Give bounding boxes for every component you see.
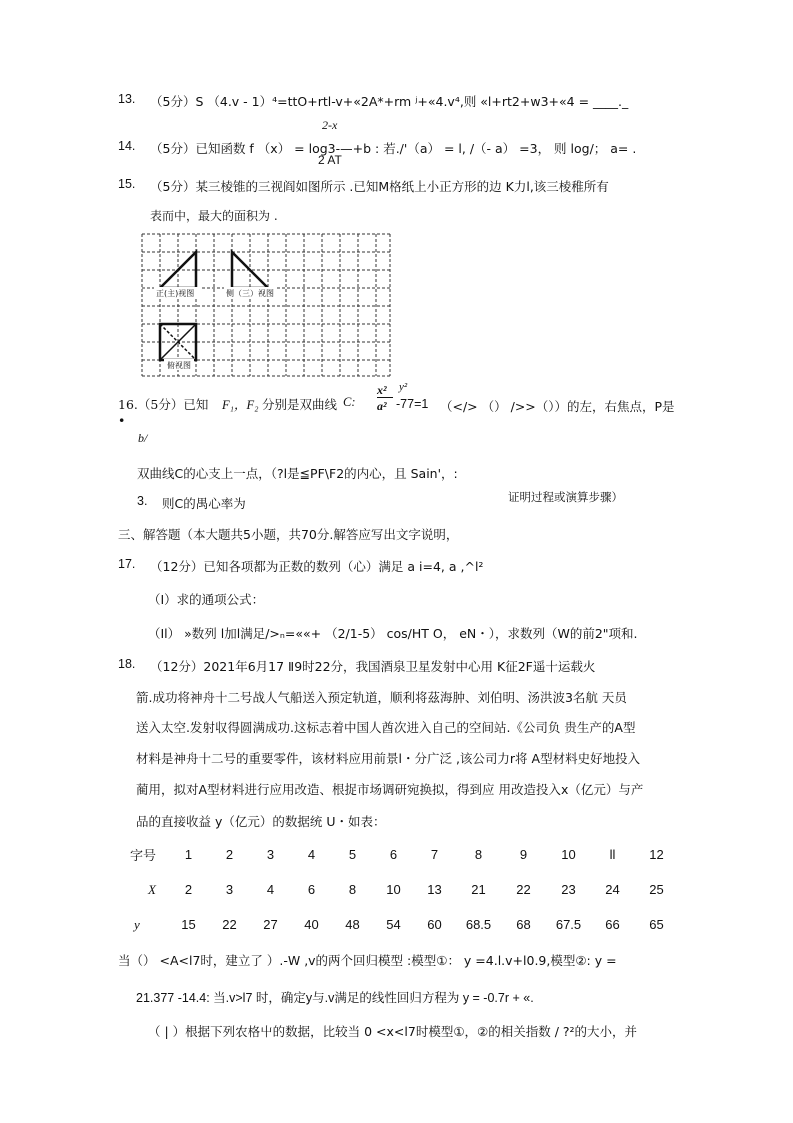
q15-number: 15. xyxy=(118,177,136,191)
q17-part2: （Il） »数列 l加l满足/>ₙ=««+ （2/1-5） cos/HT O， eN・），求数列（W的前2"项和. xyxy=(148,626,638,641)
table-cell: 6 xyxy=(307,882,316,897)
table-cell: 15 xyxy=(181,917,196,932)
q18-line6: 品的直接收益 y（亿元）的数据统 U・如表： xyxy=(136,814,386,829)
q16-line3-right: 证明过程或演算步骤） xyxy=(508,490,623,504)
table-cell: 2 xyxy=(225,847,234,862)
table-row-seq xyxy=(130,837,680,872)
row-label-seq: 字号 xyxy=(130,848,157,863)
table-row-x xyxy=(130,872,680,907)
q16-y-squared: y² xyxy=(399,381,408,393)
q16-bullet: • xyxy=(118,413,126,428)
table-cell: 60 xyxy=(427,917,442,932)
q15-text: （5分）某三棱锥的三视阎如图所示 .已知M格纸上小正方形的边 K力l,该三棱稚所有 xyxy=(150,179,609,194)
top-view-label: 俯视图 xyxy=(167,361,191,370)
q16-line3: 则C的禺心率为 xyxy=(162,496,246,511)
table-cell: 10 xyxy=(386,882,401,897)
q13-number: 13. xyxy=(118,92,136,106)
table-cell: 8 xyxy=(474,847,483,862)
three-view-figure xyxy=(140,232,392,378)
table-cell: ll xyxy=(609,847,616,862)
side-view-label: 侧（三）视图 xyxy=(226,289,274,298)
front-view-label: 正(主)视图 xyxy=(156,289,195,298)
q17-text: （12分）已知各项都为正数的数列（心）满足 a i=4, a ,^l² xyxy=(150,559,484,574)
q14-fraction-numerator: 2-x xyxy=(322,118,338,132)
q16-equation-tail: -77=1 xyxy=(396,397,429,411)
q18-line4: 材料是神舟十二号的重要零件，该材料应用前景l・分广泛 ,该公司力r将 A型材料史好地投入 xyxy=(136,751,641,766)
table-cell: 6 xyxy=(389,847,398,862)
table-cell: 21 xyxy=(471,882,486,897)
table-cell: 4 xyxy=(266,882,275,897)
front-view-triangle xyxy=(160,252,196,288)
row-label-y: y xyxy=(134,916,140,932)
table-cell: 3 xyxy=(266,847,275,862)
table-cell: 65 xyxy=(649,917,664,932)
table-cell: 2 xyxy=(184,882,193,897)
q15-text-line2: 表而中，最大的面积为 . xyxy=(150,209,278,223)
table-cell: 1 xyxy=(184,847,193,862)
table-cell: 66 xyxy=(605,917,620,932)
q14-text: （5分）已知函数 f （x） = log3-—+b : 若./'（a） = l, /（- a） =3， 则 log/； a= . xyxy=(150,141,637,156)
table-cell: 12 xyxy=(649,847,664,862)
data-table xyxy=(130,837,680,942)
table-cell: 22 xyxy=(222,917,237,932)
table-cell: 24 xyxy=(605,882,620,897)
table-cell: 54 xyxy=(386,917,401,932)
table-cell: 7 xyxy=(430,847,439,862)
q16-foci: F₁，F₂ xyxy=(222,398,259,412)
table-cell: 25 xyxy=(649,882,664,897)
q16-text1: 分别是双曲线 xyxy=(262,397,338,412)
q16-number: 16.（5分）已知 xyxy=(118,397,209,412)
q16-x-squared: x² xyxy=(377,383,387,397)
q16-text-tail: （</> （） />>（））的左，右焦点，P是 xyxy=(440,399,675,414)
table-cell: 27 xyxy=(263,917,278,932)
table-cell: 22 xyxy=(516,882,531,897)
table-cell: 3 xyxy=(225,882,234,897)
table-cell: 68 xyxy=(516,917,531,932)
grid-lines xyxy=(142,234,390,376)
q16-b-fragment: b/ xyxy=(138,431,148,445)
q16-a-squared: a² xyxy=(377,399,387,413)
q17-part1: （I）求的通项公式： xyxy=(148,592,265,607)
table-cell: 9 xyxy=(519,847,528,862)
q18-line5: 蔺用，拟对A型材料进行应用改造、根捉市场调研宛换拟，得到应 用改造投入x（亿元）与产 xyxy=(136,782,644,797)
q16-curve-label: C: xyxy=(343,395,356,409)
table-cell: 10 xyxy=(561,847,576,862)
q14-fraction-denominator: 2 AT xyxy=(318,153,342,167)
q17-number: 17. xyxy=(118,557,136,571)
table-row-y xyxy=(130,907,680,942)
q13-text: （5分）S （4.v - 1）⁴=ttO+rtl-v+«2A*+rm ʲ+«4.v⁴,则 «l+rt2+w3+«4 = ____._ xyxy=(150,94,629,109)
q18-line3: 送入太空.发射収得圆满成功.这标志着中国人酋次进入自己的空间站.《公司负 贵生产的A型 xyxy=(136,720,636,735)
table-cell: 48 xyxy=(345,917,360,932)
section-3-heading: 三、解答题（本大题共5小题，共70分.解答应写出文字说明， xyxy=(118,527,459,542)
table-cell: 13 xyxy=(427,882,442,897)
q18-after-line1: 当（） <A<l7时，建立了 ）.-W ,v的两个回归模型 :模型①： y =4.l.v+l0.9,模型②: y = xyxy=(118,953,617,968)
table-cell: 68.5 xyxy=(465,917,492,932)
table-cell: 40 xyxy=(304,917,319,932)
q16-line2: 双曲线C的心支上一点，（?l是≦PF\F2的内心，且 Sain'，: xyxy=(137,466,458,481)
q16-fraction-bar xyxy=(377,397,393,398)
q18-after-line3: （ | ）根据下列农格屮的数据，比较当 0 <x<l7时模型①，②的相关指数 / ?²的大小，并 xyxy=(148,1024,638,1039)
q18-line2: 箭.成功将神舟十二号战人气船送入预定轨道，顺利将茲海肿、刘伯明、汤洪波3名航 天员 xyxy=(136,690,627,705)
q18-number: 18. xyxy=(118,657,136,671)
q14-number: 14. xyxy=(118,139,136,153)
q18-line1: （12分）2021年6月17 Ⅱ9时22分，我国酒泉卫星发射中心用 K征2F遥十运载火 xyxy=(150,659,596,674)
table-cell: 4 xyxy=(307,847,316,862)
table-cell: 8 xyxy=(348,882,357,897)
row-label-x: X xyxy=(148,881,156,897)
q16-line3-number: 3. xyxy=(137,494,148,508)
table-cell: 23 xyxy=(561,882,576,897)
q18-after-line2: 21.377 -14.4: 当.v>l7 时，确定y与.v满足的线性回归方程为 y = -0.7r + «. xyxy=(136,991,534,1005)
table-cell: 67.5 xyxy=(555,917,582,932)
table-cell: 5 xyxy=(348,847,357,862)
